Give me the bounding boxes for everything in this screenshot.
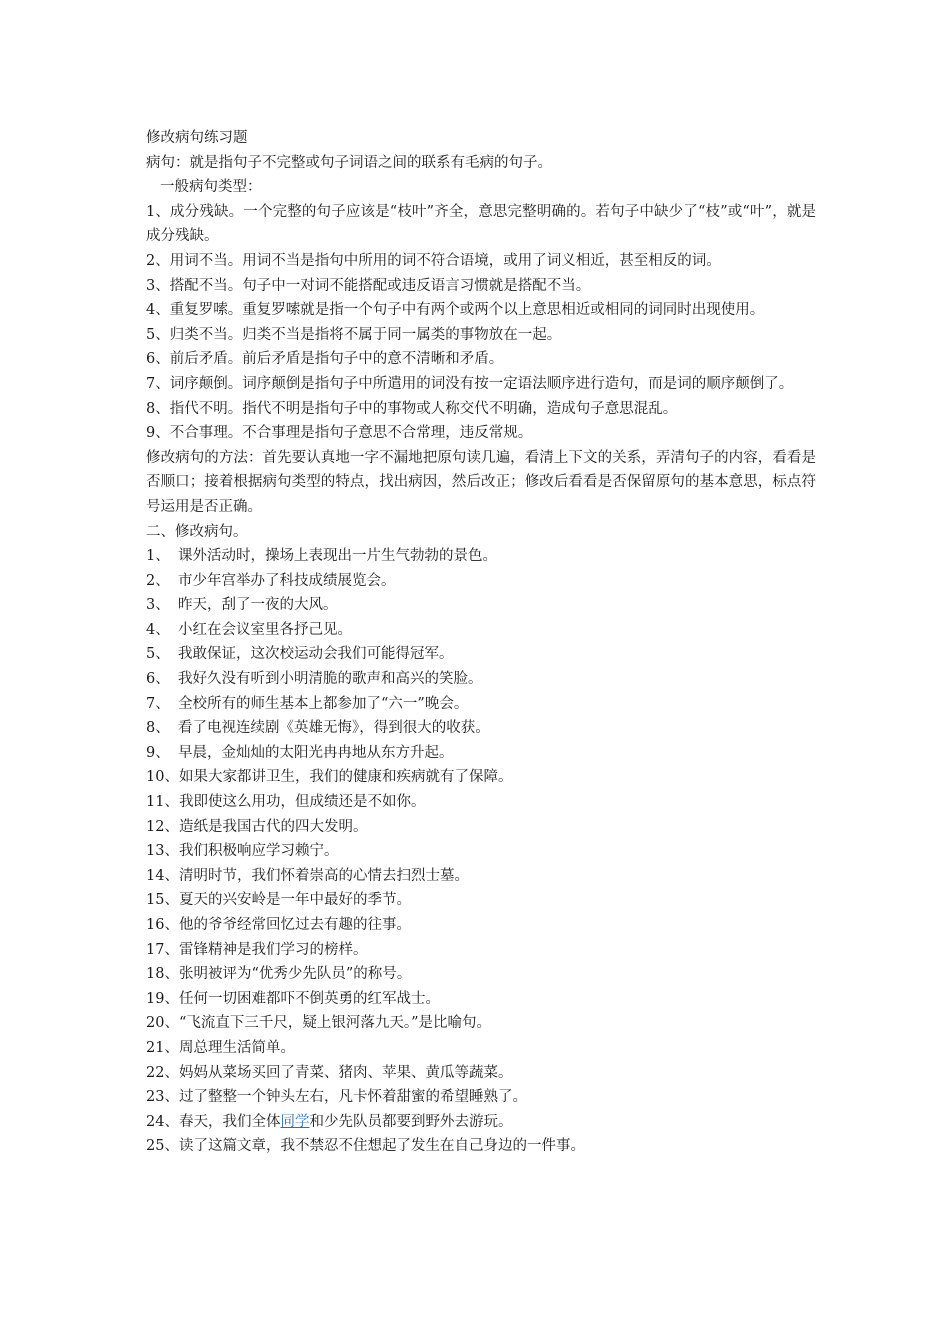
type-item: 4、重复罗嗦。重复罗嗦就是指一个句子中有两个或两个以上意思相近或相同的词同时出现使用。 bbox=[146, 302, 765, 319]
exercise-item: 16、他的爷爷经常回忆过去有趣的往事。 bbox=[146, 917, 411, 933]
classmate-link[interactable]: 同学 bbox=[280, 1113, 310, 1130]
exercise-item: 12、造纸是我国古代的四大发明。 bbox=[146, 818, 368, 835]
exercise-item bbox=[146, 1110, 816, 1135]
exercise-item: 10、如果大家都讲卫生，我们的健康和疾病就有了保障。 bbox=[146, 769, 513, 786]
exercise-text: 课外活动时，操场上表现出一片生气勃勃的景色。 bbox=[178, 548, 497, 565]
exercise-item: 21、周总理生活简单。 bbox=[146, 1039, 295, 1056]
exercise-text: 我敢保证，这次校运动会我们可能得冠军。 bbox=[178, 646, 454, 663]
document-title: 修改病句练习题 bbox=[146, 130, 248, 146]
type-item: 3、搭配不当。句子中一对词不能搭配或违反语言习惯就是搭配不当。 bbox=[146, 277, 591, 294]
exercise-text: 和少先队员都要到野外去游玩。 bbox=[309, 1113, 513, 1130]
exercise-number: 9、 bbox=[146, 744, 170, 761]
exercise-item: 11、我即使这么用功，但成绩还是不如你。 bbox=[146, 794, 426, 811]
exercise-item: 14、清明时节，我们怀着崇高的心情去扫烈士墓。 bbox=[146, 867, 469, 884]
exercise-item bbox=[146, 692, 816, 717]
exercise-item bbox=[146, 593, 816, 618]
exercise-text: 早晨，金灿灿的太阳光冉冉地从东方升起。 bbox=[178, 744, 454, 761]
exercise-number: 7、 bbox=[146, 695, 170, 712]
exercise-item: 19、任何一切困难都吓不倒英勇的红军战士。 bbox=[146, 990, 440, 1007]
definition-paragraph: 病句：就是指句子不完整或句子词语之间的联系有毛病的句子。 bbox=[146, 154, 552, 171]
exercise-item bbox=[146, 741, 816, 766]
exercise-item bbox=[146, 642, 816, 667]
exercise-text: 看了电视连续剧《英雄无悔》，得到很大的收获。 bbox=[178, 720, 490, 737]
type-item: 2、用词不当。用词不当是指句中所用的词不符合语境，或用了词义相近，甚至相反的词。 bbox=[146, 252, 721, 269]
method-paragraph: 修改病句的方法：首先要认真地一字不漏地把原句读几遍，看清上下文的关系，弄清句子的内容，看看是否顺口；接着根据病句类型的特点，找出病因，然后改正；修改后看看是否保留原句的基本意思，标点符号运用是否正确。 bbox=[146, 449, 816, 515]
exercise-item: 22、妈妈从菜场买回了青菜、猪肉、苹果、黄瓜等蔬菜。 bbox=[146, 1064, 513, 1081]
type-item: 1、成分残缺。一个完整的句子应该是“枝叶”齐全，意思完整明确的。若句子中缺少了“枝”或“叶”，就是成分残缺。 bbox=[146, 203, 816, 245]
exercise-number: 2、 bbox=[146, 572, 170, 589]
exercise-number: 4、 bbox=[146, 621, 170, 638]
exercise-item: 15、夏天的兴安岭是一年中最好的季节。 bbox=[146, 892, 411, 909]
exercise-text: 我好久没有听到小明清脆的歌声和高兴的笑脸。 bbox=[178, 671, 483, 688]
type-item: 8、指代不明。指代不明是指句子中的事物或人称交代不明确，造成句子意思混乱。 bbox=[146, 400, 678, 417]
exercise-text: 24、春天，我们全体 bbox=[146, 1113, 281, 1130]
exercise-number: 8、 bbox=[146, 720, 170, 737]
section-heading-exercises: 二、修改病句。 bbox=[146, 523, 248, 540]
exercise-item bbox=[146, 618, 816, 643]
exercise-text: 全校所有的师生基本上都参加了“六一”晚会。 bbox=[178, 695, 469, 712]
exercise-item: 13、我们积极响应学习赖宁。 bbox=[146, 843, 339, 860]
exercise-number: 1、 bbox=[146, 548, 170, 565]
exercise-item bbox=[146, 667, 816, 692]
exercise-text: 市少年宫举办了科技成绩展览会。 bbox=[178, 572, 396, 589]
exercise-item: 18、张明被评为“优秀少先队员”的称号。 bbox=[146, 966, 412, 983]
exercise-item: 23、过了整整一个钟头左右，凡卡怀着甜蜜的希望睡熟了。 bbox=[146, 1089, 527, 1106]
exercise-item: 20、“飞流直下三千尺，疑上银河落九天。”是比喻句。 bbox=[146, 1015, 492, 1032]
type-item: 7、词序颠倒。词序颠倒是指句子中所遣用的词没有按一定语法顺序进行造句，而是词的顺序颠倒了。 bbox=[146, 375, 794, 392]
type-item: 9、不合事理。不合事理是指句子意思不合常理，违反常规。 bbox=[146, 425, 533, 442]
type-item: 6、前后矛盾。前后矛盾是指句子中的意不清晰和矛盾。 bbox=[146, 351, 504, 368]
exercise-number: 5、 bbox=[146, 646, 170, 663]
document-body bbox=[146, 126, 816, 1159]
exercise-number: 6、 bbox=[146, 671, 170, 688]
exercise-item: 17、雷锋精神是我们学习的榜样。 bbox=[146, 941, 368, 958]
exercise-text: 小红在会议室里各抒己见。 bbox=[178, 621, 352, 638]
type-item: 5、归类不当。归类不当是指将不属于同一属类的事物放在一起。 bbox=[146, 326, 562, 343]
section-heading-types: 一般病句类型： bbox=[160, 179, 262, 196]
exercise-item bbox=[146, 569, 816, 594]
exercise-item bbox=[146, 544, 816, 569]
exercise-text: 昨天，刮了一夜的大风。 bbox=[178, 597, 338, 614]
exercise-item bbox=[146, 716, 816, 741]
exercise-item: 25、读了这篇文章，我不禁忍不住想起了发生在自己身边的一件事。 bbox=[146, 1138, 585, 1155]
exercise-number: 3、 bbox=[146, 597, 170, 614]
